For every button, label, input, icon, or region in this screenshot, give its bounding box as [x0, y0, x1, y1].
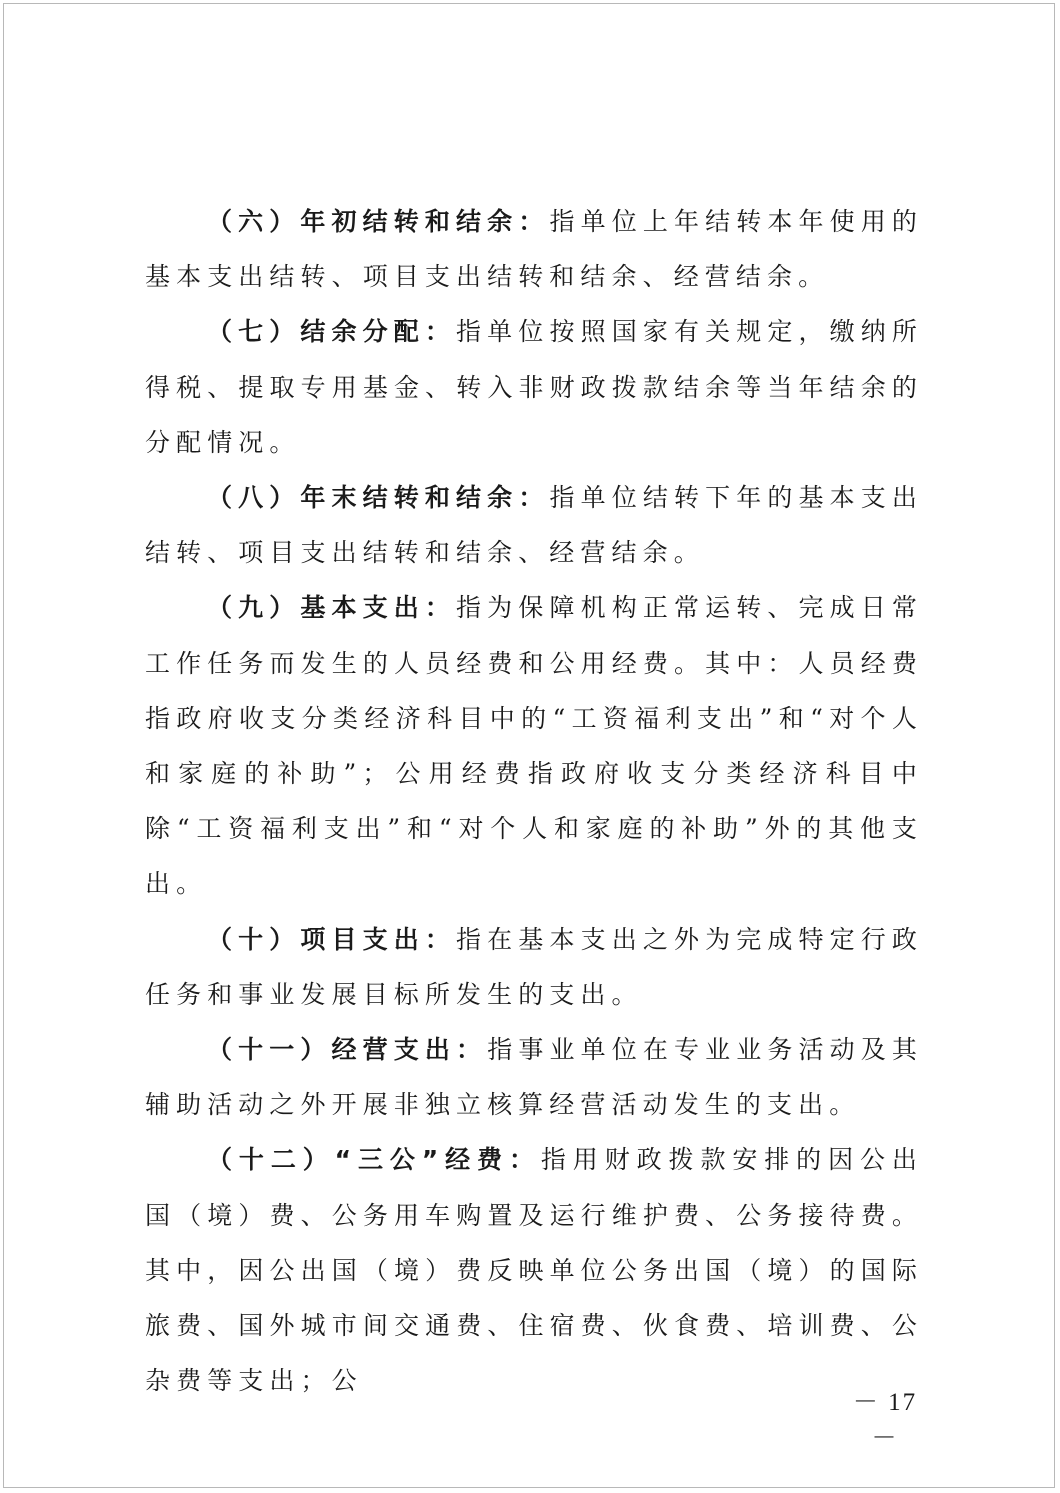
definition-11: 指事业单位在专业业务活动及其辅助活动之外开展非独立核算经营活动发生的支出。: [145, 1035, 923, 1120]
paragraph-10: [145, 912, 923, 1022]
document-page: [3, 3, 1055, 1488]
definition-12: 指用财政拨款安排的因公出国（境）费、公务用车购置及运行维护费、公务接待费。其中，因公出国（境）费反映单位公务出国（境）的国际旅费、国外城市间交通费、住宿费、伙食费、培训费、公杂费等支出；公: [145, 1145, 924, 1396]
term-12: （十二）“三公”经费：: [207, 1145, 541, 1175]
definition-9: 指为保障机构正常运转、完成日常工作任务而发生的人员经费和公用经费。其中：人员经费指政府收支分类经济科目中的“工资福利支出”和“对个人和家庭的补助”；公用经费指政府收支分类经济科目中除“工资福利支出”和“对个人和家庭的补助”外的其他支出。: [145, 593, 923, 899]
term-10: （十）项目支出：: [207, 924, 457, 954]
term-11: （十一）经营支出：: [207, 1035, 488, 1065]
term-7: （七）结余分配：: [207, 317, 457, 347]
paragraph-9: [145, 580, 923, 911]
paragraph-12: [145, 1132, 923, 1408]
paragraph-7: [145, 304, 923, 470]
definition-10: 指在基本支出之外为完成特定行政任务和事业发展目标所发生的支出。: [145, 924, 923, 1009]
term-6: （六）年初结转和结余：: [207, 207, 550, 236]
paragraph-6: [145, 194, 923, 304]
definition-8: 指单位结转下年的基本支出结转、项目支出结转和结余、经营结余。: [145, 483, 923, 568]
definition-6: 指单位上年结转本年使用的基本支出结转、项目支出结转和结余、经营结余。: [145, 207, 923, 292]
term-8: （八）年末结转和结余：: [207, 483, 550, 513]
document-body: [145, 194, 923, 1408]
page-number: － 17 －: [852, 1389, 918, 1452]
paragraph-11: [145, 1022, 923, 1132]
term-9: （九）基本支出：: [207, 593, 457, 623]
paragraph-8: [145, 470, 923, 580]
definition-7: 指单位按照国家有关规定，缴纳所得税、提取专用基金、转入非财政拨款结余等当年结余的分配情况。: [145, 317, 923, 457]
